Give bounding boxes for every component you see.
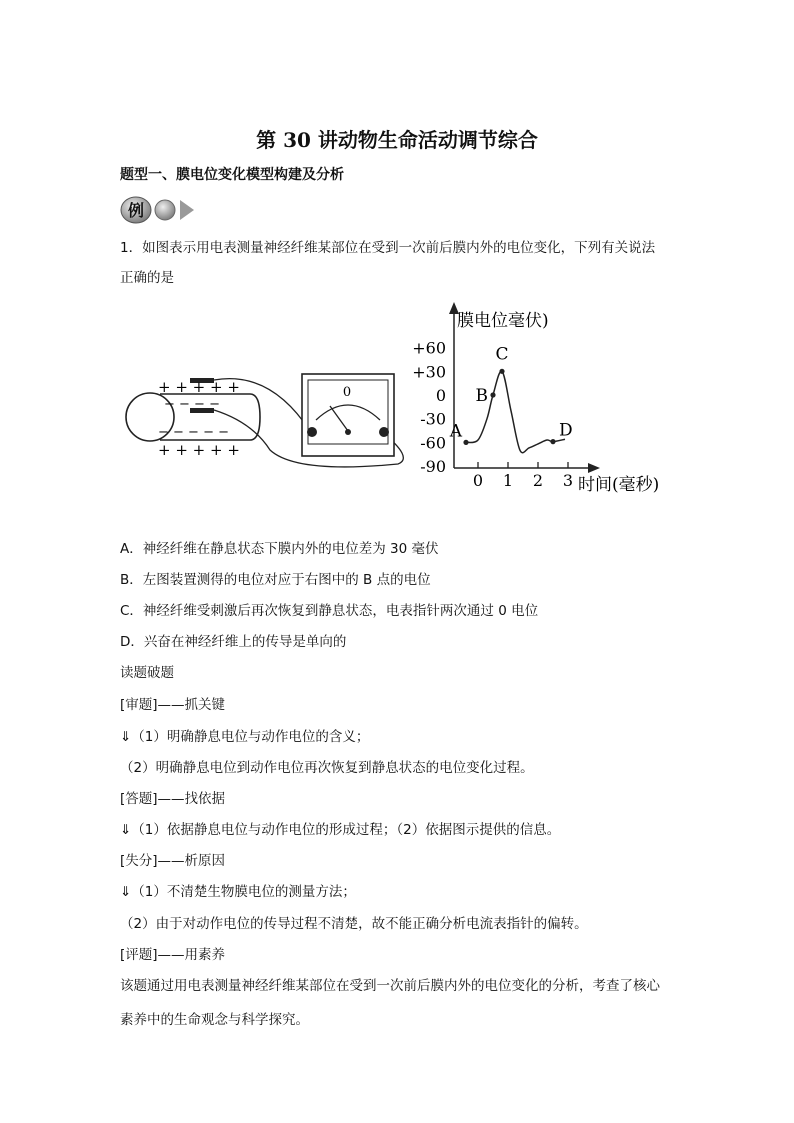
point-label-d: D [559,420,573,441]
data-point-c [499,369,504,374]
x-axis-label: 时间(毫秒) [578,475,660,495]
analysis-heading: 读题破题 [120,665,174,681]
data-point-b [490,392,495,397]
analysis-line: 该题通过用电表测量神经纤维某部位在受到一次前后膜内外的电位变化的分析，考查了核心 [120,978,660,994]
terminal-left [307,427,317,437]
analysis-line: （2）明确静息电位到动作电位再次恢复到静息状态的电位变化过程。 [120,760,534,776]
meter-zero-label: 0 [342,385,352,400]
data-point-a [463,440,468,445]
badge-label: 例 [127,201,145,220]
x-axis-arrow-icon [588,463,600,473]
inner-charges-bottom: − − − − − [158,425,229,440]
option-d: D．兴奋在神经纤维上的传导是单向的 [120,634,347,650]
x-tick-label: 3 [562,471,574,490]
inner-charges-top: − − − − [164,397,220,412]
x-tick-label: 1 [502,471,514,490]
question-line-2: 正确的是 [120,270,174,286]
figure [120,300,680,510]
question-line-1: 1．如图表示用电表测量神经纤维某部位在受到一次前后膜内外的电位变化，下列有关说法 [120,240,656,256]
option-b: B．左图装置测得的电位对应于右图中的 B 点的电位 [120,572,431,588]
membrane-potential-chart [412,302,659,495]
example-badge [120,196,200,224]
data-point-d [550,439,555,444]
y-tick-label: +30 [412,362,446,382]
point-label-c: C [495,344,509,365]
analysis-line: ⇓（1）依据静息电位与动作电位的形成过程；（2）依据图示提供的信息。 [120,822,561,838]
page-title: 第 30 讲动物生命活动调节综合 [256,128,538,152]
analysis-line: ⇓（1）明确静息电位与动作电位的含义； [120,729,370,745]
outer-charges-bottom: + + + + + [158,441,240,459]
series-line [466,371,565,453]
badge-dot-icon [155,200,175,220]
y-tick-label: +60 [412,338,446,358]
y-tick-label: -60 [420,433,446,453]
badge-arrow-icon [180,200,194,220]
x-tick-label: 0 [472,471,484,490]
y-axis-label: 膜电位毫伏) [457,311,549,331]
analysis-line: （2）由于对动作电位的传导过程不清楚，故不能正确分析电流表指针的偏转。 [120,916,588,932]
option-a: A．神经纤维在静息状态下膜内外的电位差为 30 毫伏 [120,541,439,557]
needle-pivot [345,429,351,435]
y-tick-label: -90 [420,457,446,477]
section-heading: 题型一、膜电位变化模型构建及分析 [120,167,344,183]
point-label-b: B [475,386,488,406]
y-tick-label: -30 [420,409,446,429]
outer-charges-top: + + + + + [158,378,240,396]
y-tick-label: 0 [435,386,446,405]
terminal-right [379,427,389,437]
analysis-line: [评题]——用素养 [120,947,226,963]
analysis-line: [失分]——析原因 [120,853,226,869]
point-label-a: A [449,421,462,442]
x-tick-label: 2 [532,471,544,490]
option-c: C．神经纤维受刺激后再次恢复到静息状态，电表指针两次通过 0 电位 [120,603,539,619]
analysis-line: [审题]——抓关键 [120,697,226,713]
analysis-line: [答题]——找依据 [120,791,226,807]
analysis-line: 素养中的生命观念与科学探究。 [120,1012,309,1028]
galvanometer [302,374,394,456]
analysis-line: ⇓（1）不清楚生物膜电位的测量方法； [120,884,356,900]
